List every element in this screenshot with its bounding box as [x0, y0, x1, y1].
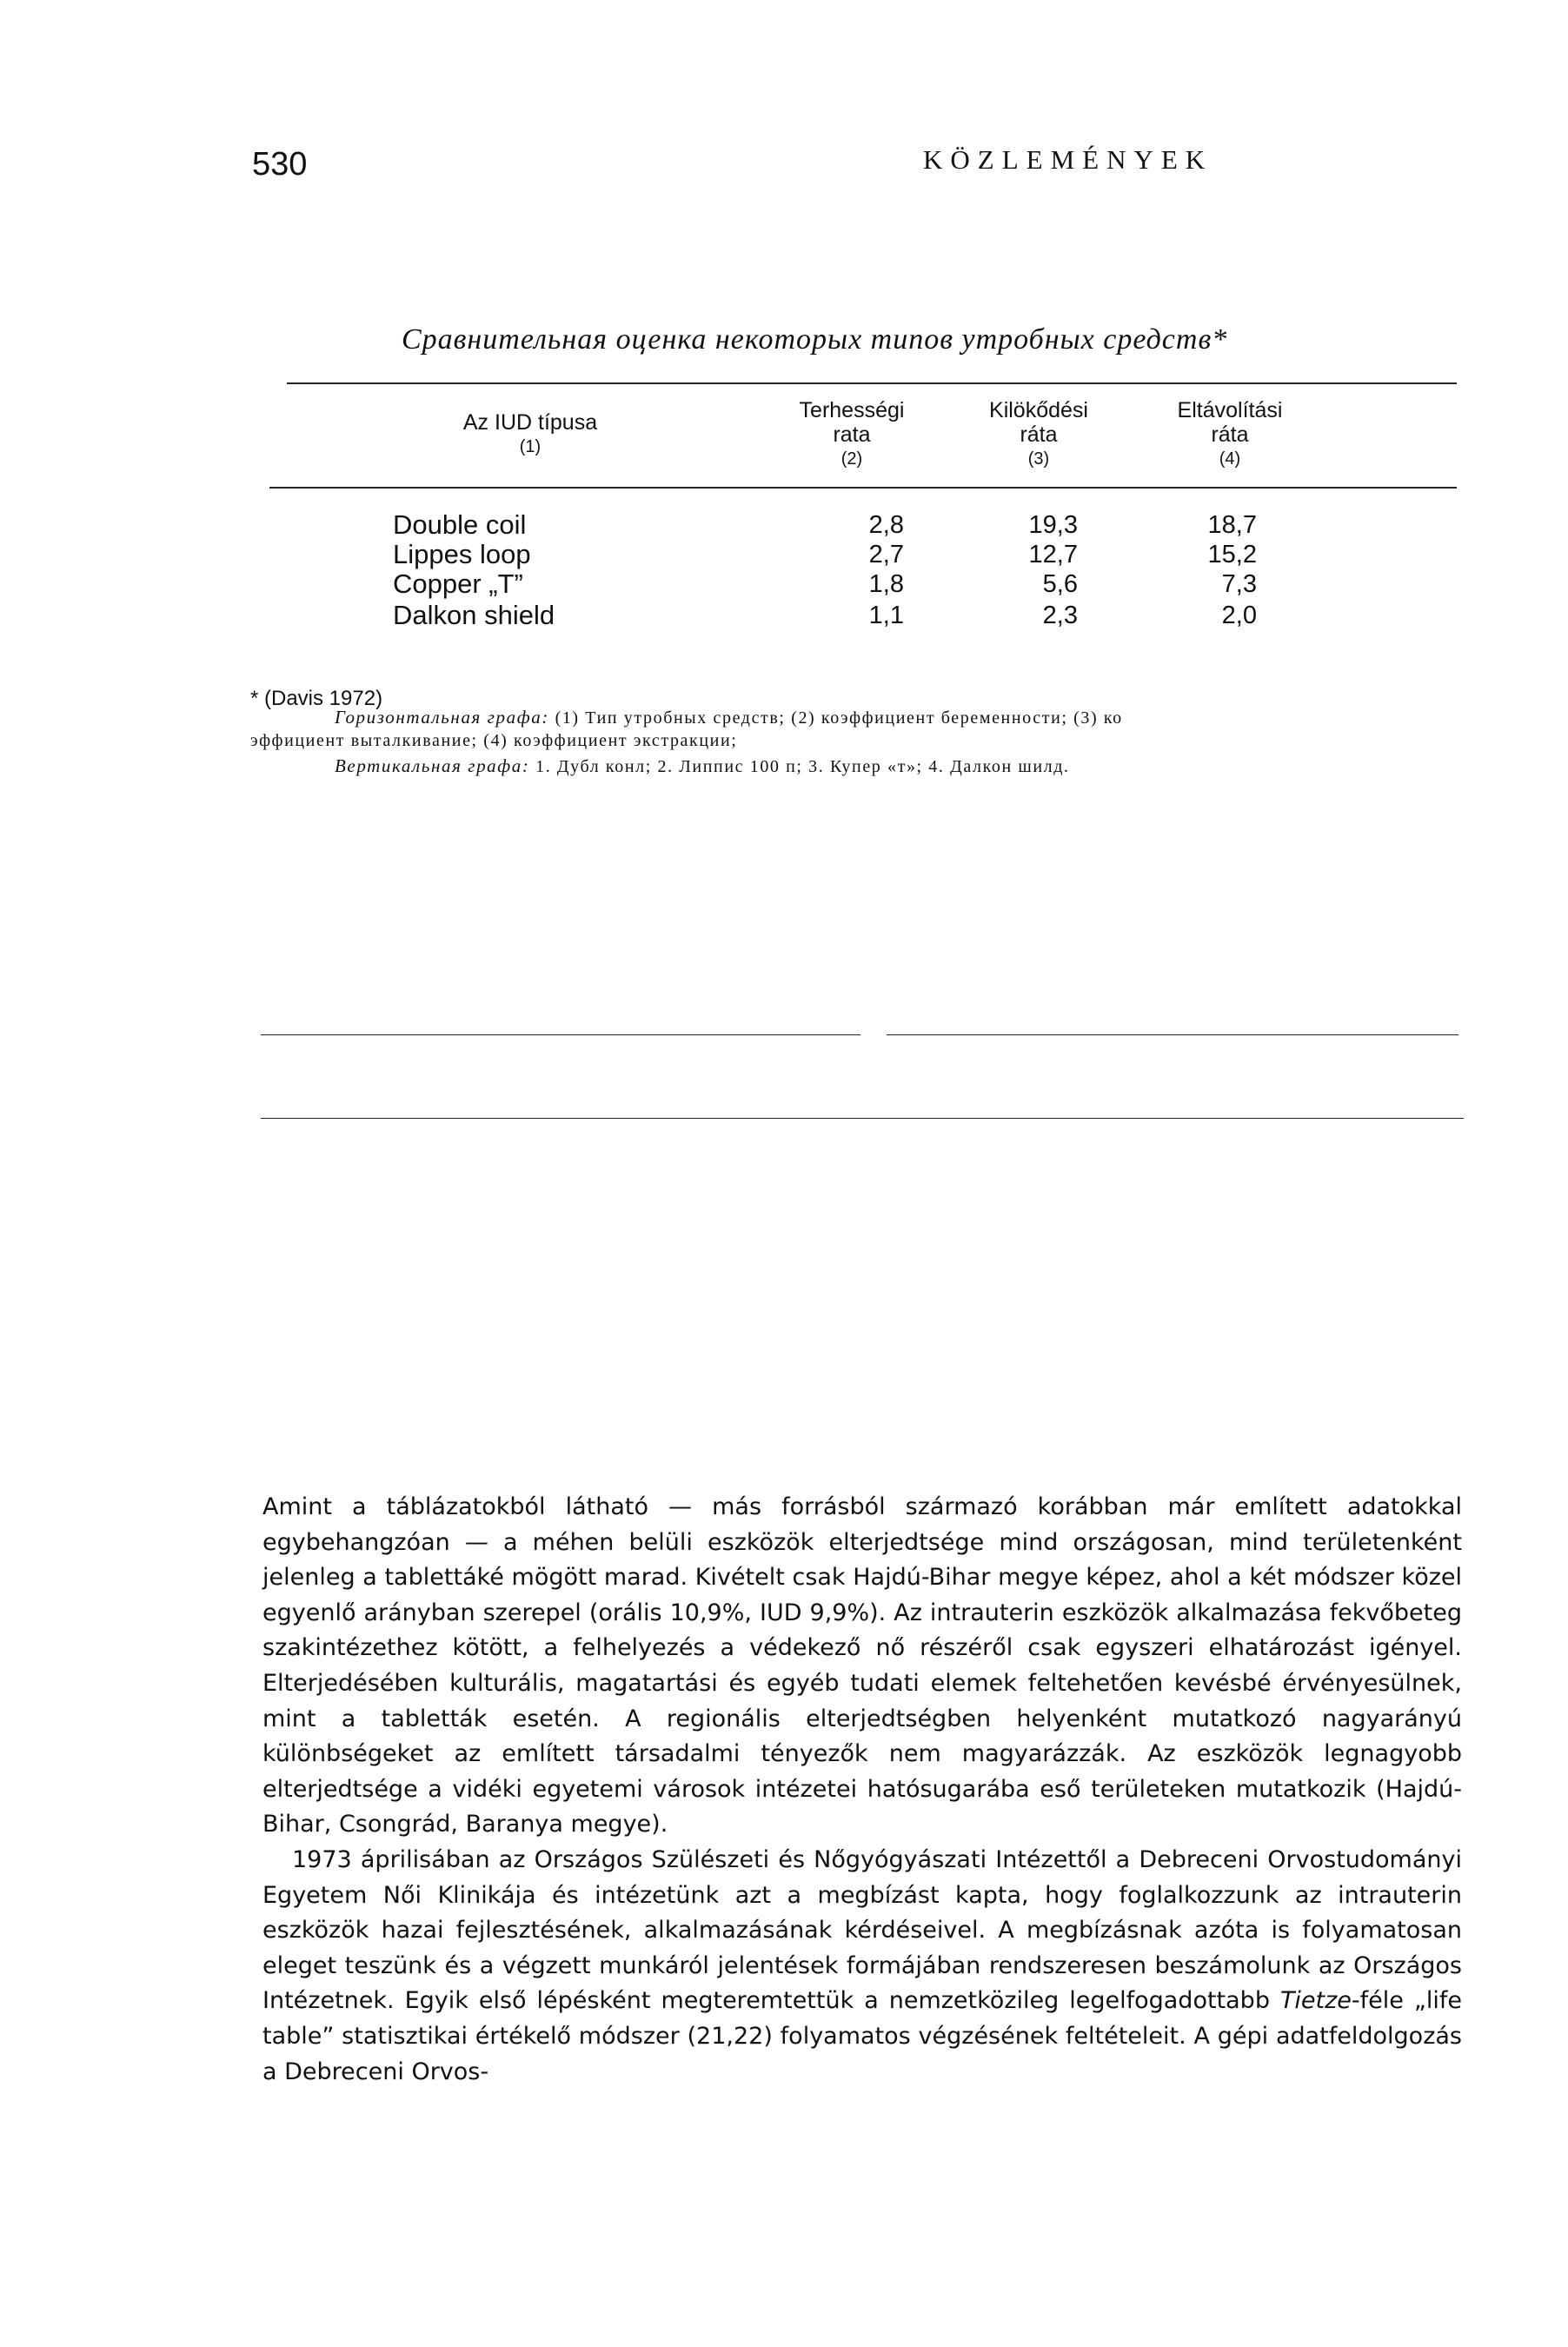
column-header-index: (1): [519, 437, 541, 456]
table-top-rule: [287, 382, 1457, 384]
row-kilokodesi: 2,3: [1042, 602, 1078, 629]
row-terhessegi: 1,8: [868, 570, 904, 598]
separator-rule-left: [261, 1034, 860, 1035]
paragraph-2: [262, 1843, 1462, 2090]
column-header-label: Eltávolítási: [1177, 398, 1283, 422]
column-header-type: [426, 410, 635, 459]
separator-rule-long: [261, 1118, 1464, 1119]
table-header-rule: [269, 487, 1457, 489]
column-header-label: Terhességi: [799, 398, 905, 422]
column-header-index: (4): [1219, 449, 1241, 469]
column-header-index: (3): [1027, 449, 1050, 469]
legend-line-3: [335, 755, 1070, 777]
row-eltavolitasi: 15,2: [1207, 541, 1257, 568]
page-number: 530: [252, 146, 308, 183]
paragraph-2-start: 1973 áprilisában az Országos Szülészeti és Nőgyógyászati Intézettől a Debreceni Orvostudományi Egyetem Női Klinikája és intézetünk azt a megbízást kapta, hogy foglalkozzunk az intrauterin eszközök hazai fejlesztésének, alkalmazásának kérdéseivel. A megbízásnak azóta is folyamatosan eleget teszünk és a végzett munkáról jelentések formájában rendszeresen beszámolunk az Országos Intézetnek. Egyik első lépésként megteremtettük a nemzetközileg legelfogadottabb: [262, 1845, 1462, 2015]
paragraph-1: Amint a táblázatokból látható — más forrásból származó korábban már említett adatokkal egybehangzóan — a méhen belüli eszközök elterjedtsége mind országosan, mind területenként jelenleg a tablettáké mögött marad. Kivételt csak Hajdú-Bihar megye képez, ahol a két módszer közel egyenlő arányban szerepel (orális 10,9%, IUD 9,9%). Az intrauterin eszközök alkalmazása fekvőbeteg szakintézethez kötött, a felhelyezés a védekező nő részéről csak egyszeri elhatározást igényel. Elterjedésében kulturális, magatartási és egyéb tudati elemek feltehetően kevésbé érvényesülnek, mint a tabletták esetén. A regionális elterjedtségben helyenként mutatkozó nagyarányú különbségeket az említett társadalmi tényezők nem magyarázzák. Az eszközök legnagyobb elterjedtsége a vidéki egyetemi városok intézetei hatósugarába eső területeken mutatkozik (Hajdú-Bihar, Csongrád, Baranya megye).: [262, 1493, 1462, 1838]
row-eltavolitasi: 7,3: [1221, 570, 1257, 598]
row-eltavolitasi: 18,7: [1207, 511, 1257, 539]
column-header-label: Kilökődési: [989, 398, 1088, 422]
column-header-label-2: ráta: [1211, 422, 1249, 447]
legend-line-2: [250, 731, 737, 751]
legend-label-vertical: Вертикальная графа:: [335, 755, 530, 776]
legend-text-1: (1) Тип утробных средств; (2) коэффициент беременности; (3) ко: [555, 708, 1123, 728]
column-header-eltavolitasi: [1147, 398, 1312, 471]
paragraph-2-end: -féle „life table” statisztikai értékelő módszer (21,22) folyamatos végzésének feltételeit. A gépi adatfeldolgozás a Debreceni Orvos-: [262, 1987, 1462, 2085]
row-kilokodesi: 12,7: [1028, 541, 1078, 568]
legend-label-horizontal: Горизонтальная графа:: [335, 707, 549, 728]
legend-text-2: эффициент выталкивание; (4) коэффициент экстракции;: [250, 731, 738, 750]
row-eltavolitasi: 2,0: [1221, 602, 1257, 629]
row-type: Dalkon shield: [393, 600, 555, 630]
column-header-kilokodesi: [960, 398, 1117, 471]
table-title: Сравнительная оценка некоторых типов утробных средств*: [402, 323, 1228, 356]
table-footnote: * (Davis 1972): [250, 687, 383, 710]
row-type: Lippes loop: [393, 539, 531, 569]
row-kilokodesi: 19,3: [1028, 511, 1078, 539]
column-header-label: Az IUD típusa: [462, 410, 598, 435]
legend-text-3: 1. Дубл конл; 2. Липпис 100 п; 3. Купер «т»; 4. Далкон шилд.: [535, 757, 1070, 776]
body-text: [262, 1490, 1462, 2090]
row-terhessegi: 2,8: [868, 511, 904, 539]
running-head: KÖZLEMÉNYEK: [923, 144, 1213, 175]
row-kilokodesi: 5,6: [1042, 570, 1078, 598]
column-header-terhessegi: [774, 398, 930, 471]
legend-line-1: [335, 707, 1123, 728]
row-terhessegi: 1,1: [868, 602, 904, 629]
column-header-label-2: ráta: [1020, 422, 1058, 447]
column-header-label-2: rata: [833, 422, 871, 447]
row-type: Double coil: [393, 509, 527, 540]
column-header-index: (2): [840, 449, 863, 469]
row-type: Copper „T”: [393, 568, 523, 599]
separator-rule-right: [887, 1034, 1458, 1035]
row-terhessegi: 2,7: [868, 541, 904, 568]
author-name-italic: Tietze: [1279, 1987, 1352, 2015]
